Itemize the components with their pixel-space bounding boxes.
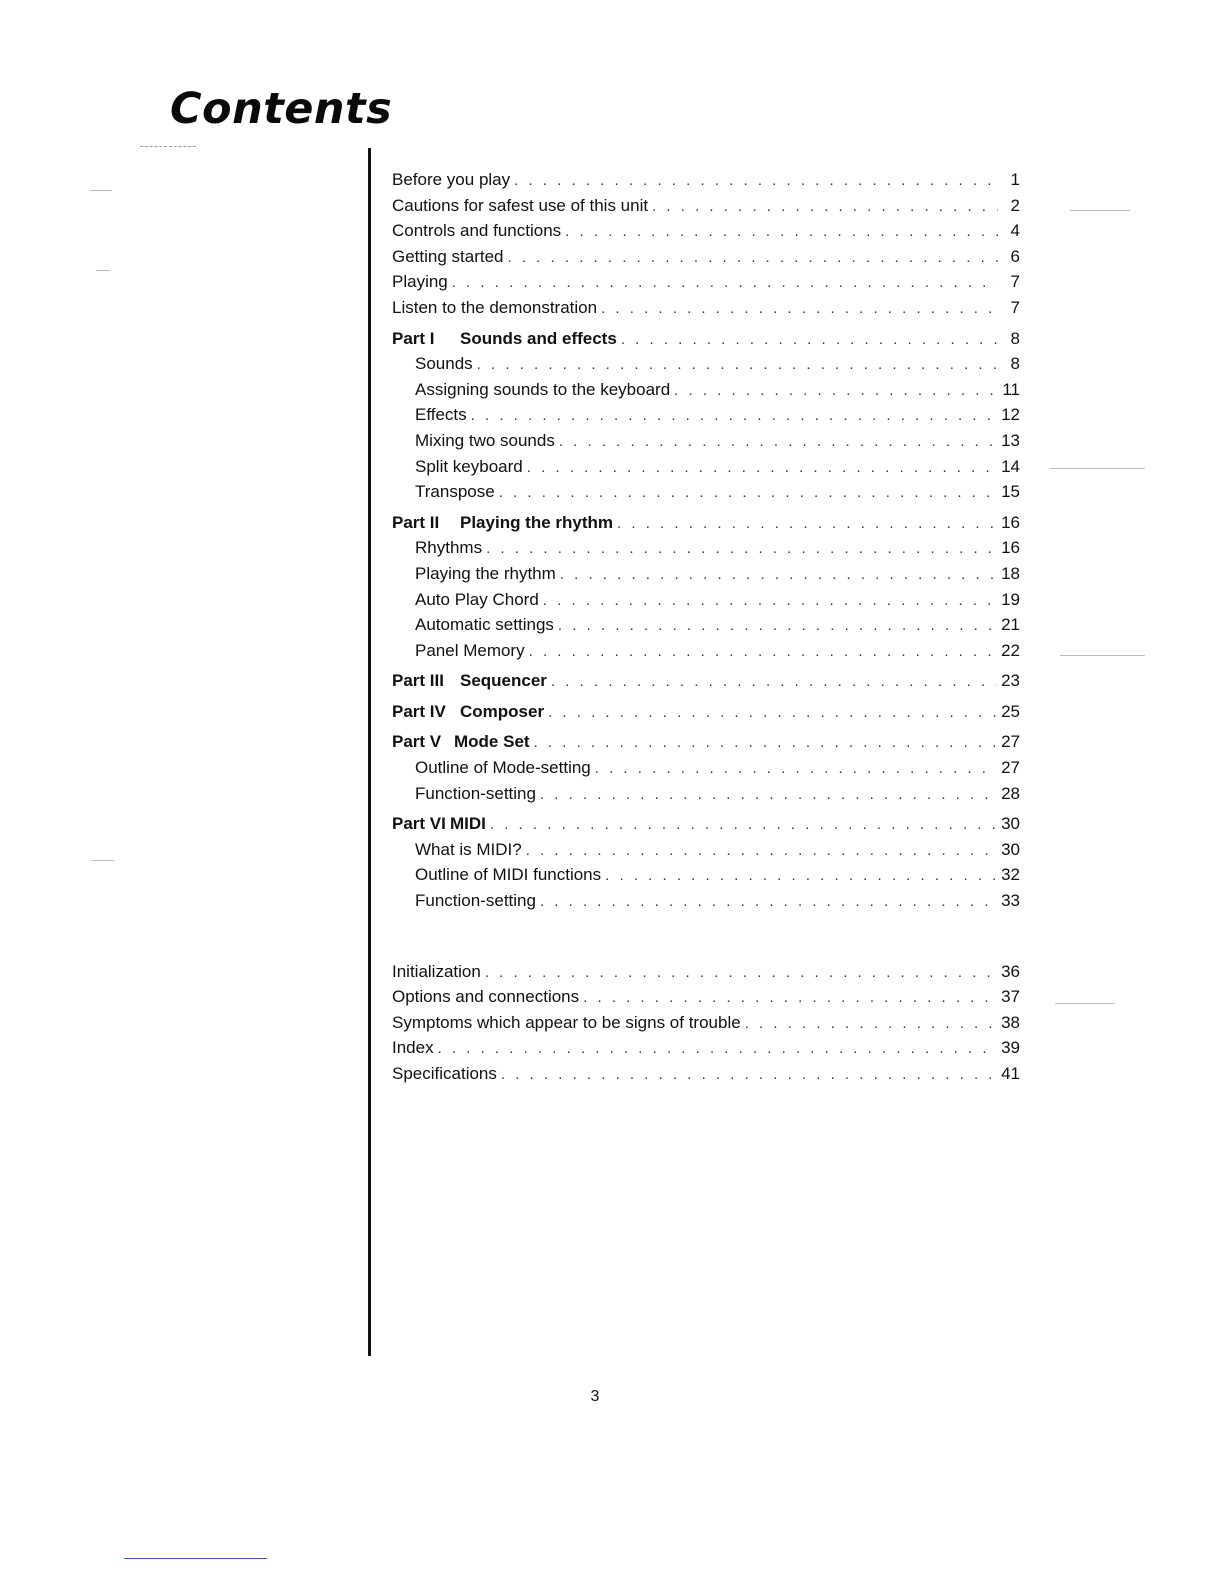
toc-entry-what-is-midi[interactable] bbox=[392, 840, 1020, 866]
toc-entry-outline-midi[interactable] bbox=[392, 865, 1020, 891]
toc-entry-label: Panel Memory bbox=[415, 640, 525, 660]
toc-entry-page: 4 bbox=[1010, 221, 1020, 241]
toc-entry-label: Auto Play Chord bbox=[415, 589, 539, 609]
toc-entry-label: Cautions for safest use of this unit bbox=[392, 195, 649, 215]
page-title: Contents bbox=[170, 84, 393, 134]
leader-dots bbox=[548, 704, 997, 721]
toc-entry-page: 41 bbox=[1001, 1064, 1020, 1083]
toc-entry-playing-rhythm[interactable] bbox=[392, 564, 1020, 590]
part-number: Part VI bbox=[392, 814, 446, 834]
toc-entry-label: Listen to the demonstration bbox=[392, 297, 598, 317]
part-number: Part IV bbox=[392, 701, 446, 721]
leader-dots bbox=[477, 356, 998, 373]
toc-entry-page: 16 bbox=[1001, 512, 1020, 532]
toc-entry-label: Function-setting bbox=[415, 891, 536, 911]
toc-entry-page: 37 bbox=[1001, 987, 1020, 1007]
toc-entry-page: 8 bbox=[1010, 354, 1020, 374]
toc-entry-before-you-play[interactable] bbox=[392, 170, 1020, 196]
leader-dots bbox=[514, 172, 998, 189]
toc-entry-assigning-sounds[interactable] bbox=[392, 380, 1020, 406]
toc-entry-label: Automatic settings bbox=[415, 615, 554, 635]
toc-part-4[interactable] bbox=[392, 702, 1020, 728]
toc-entry-function-setting[interactable] bbox=[392, 784, 1020, 810]
toc-entry-label: Options and connections bbox=[392, 987, 580, 1007]
toc-entry-page: 38 bbox=[1001, 1012, 1020, 1032]
leader-dots bbox=[605, 867, 997, 884]
toc-entry-label: Specifications bbox=[392, 1064, 497, 1083]
toc-entry-cautions[interactable] bbox=[392, 196, 1020, 222]
toc-entry-page: 25 bbox=[1001, 701, 1020, 721]
toc-entry-page: 19 bbox=[1001, 589, 1020, 609]
leader-dots bbox=[621, 331, 998, 348]
toc-entry-controls[interactable] bbox=[392, 221, 1020, 247]
toc-entry-label: Controls and functions bbox=[392, 221, 562, 241]
leader-dots bbox=[583, 989, 997, 1006]
page-number: 3 bbox=[590, 1388, 600, 1405]
part-number: Part II bbox=[392, 512, 440, 532]
part-title: Sequencer bbox=[460, 671, 547, 691]
leader-dots bbox=[501, 1066, 997, 1083]
toc-entry-label: Index bbox=[392, 1038, 434, 1058]
toc-entry-page: 21 bbox=[1001, 615, 1020, 635]
leader-dots bbox=[471, 407, 997, 424]
toc-entry-page: 2 bbox=[1010, 195, 1020, 215]
leader-dots bbox=[558, 617, 997, 634]
table-of-contents bbox=[392, 170, 1020, 1090]
toc-entry-page: 28 bbox=[1001, 783, 1020, 803]
toc-entry-page: 13 bbox=[1001, 430, 1020, 450]
toc-entry-page: 15 bbox=[1001, 482, 1020, 502]
toc-part-5[interactable] bbox=[392, 732, 1020, 758]
toc-entry-transpose[interactable] bbox=[392, 482, 1020, 508]
leader-dots bbox=[560, 566, 997, 583]
toc-entry-page: 18 bbox=[1001, 563, 1020, 583]
leader-dots bbox=[543, 592, 997, 609]
part-number: Part I bbox=[392, 328, 435, 348]
part-title: Playing the rhythm bbox=[460, 512, 614, 532]
toc-entry-page: 1 bbox=[1010, 170, 1020, 189]
toc-entry-index[interactable] bbox=[392, 1038, 1020, 1064]
toc-entry-label: Outline of Mode-setting bbox=[415, 758, 591, 778]
toc-entry-page: 12 bbox=[1001, 405, 1020, 425]
toc-entry-auto-play-chord[interactable] bbox=[392, 590, 1020, 616]
leader-dots bbox=[452, 274, 998, 291]
toc-entry-effects[interactable] bbox=[392, 405, 1020, 431]
scan-speck bbox=[92, 860, 114, 861]
toc-entry-page: 39 bbox=[1001, 1038, 1020, 1058]
toc-entry-sounds[interactable] bbox=[392, 354, 1020, 380]
toc-entry-playing[interactable] bbox=[392, 272, 1020, 298]
toc-entry-page: 7 bbox=[1010, 297, 1020, 317]
vertical-rule bbox=[368, 148, 371, 1356]
toc-entry-page: 16 bbox=[1001, 538, 1020, 558]
part-title: Sounds and effects bbox=[460, 328, 617, 348]
leader-dots bbox=[551, 673, 997, 690]
toc-entry-label: Effects bbox=[415, 405, 467, 425]
part-title: MIDI bbox=[450, 814, 486, 834]
title-underline bbox=[140, 146, 196, 147]
leader-dots bbox=[499, 484, 997, 501]
toc-part-2[interactable] bbox=[392, 513, 1020, 539]
toc-entry-label: Rhythms bbox=[415, 538, 483, 558]
toc-entry-label: Getting started bbox=[392, 246, 504, 266]
leader-dots bbox=[565, 223, 998, 240]
leader-dots bbox=[527, 459, 997, 476]
toc-entry-mixing[interactable] bbox=[392, 431, 1020, 457]
toc-entry-label: Assigning sounds to the keyboard bbox=[415, 379, 671, 399]
toc-entry-page: 8 bbox=[1010, 328, 1020, 348]
scan-edge-line bbox=[124, 1558, 267, 1559]
toc-entry-label: Playing the rhythm bbox=[415, 563, 556, 583]
leader-dots bbox=[540, 893, 997, 910]
toc-entry-label: What is MIDI? bbox=[415, 839, 522, 859]
scan-speck bbox=[1055, 1003, 1115, 1004]
toc-entry-page: 7 bbox=[1010, 272, 1020, 292]
toc-entry-label: Outline of MIDI functions bbox=[415, 865, 602, 885]
leader-dots bbox=[652, 198, 998, 215]
toc-entry-label: Symptoms which appear to be signs of trouble bbox=[392, 1012, 741, 1032]
toc-entry-page: 11 bbox=[1002, 379, 1020, 399]
toc-entry-page: 23 bbox=[1001, 671, 1020, 691]
toc-entry-label: Sounds bbox=[415, 354, 473, 374]
toc-entry-page: 22 bbox=[1001, 640, 1020, 660]
toc-entry-page: 6 bbox=[1010, 246, 1020, 266]
leader-dots bbox=[617, 515, 997, 532]
toc-entry-page: 27 bbox=[1001, 732, 1020, 752]
toc-entry-split-keyboard[interactable] bbox=[392, 457, 1020, 483]
leader-dots bbox=[485, 964, 997, 981]
part-title: Mode Set bbox=[454, 732, 530, 752]
leader-dots bbox=[534, 734, 998, 751]
leader-dots bbox=[486, 540, 997, 557]
toc-entry-initialization[interactable] bbox=[392, 962, 1020, 988]
toc-entry-options[interactable] bbox=[392, 987, 1020, 1013]
leader-dots bbox=[438, 1040, 997, 1057]
toc-entry-rhythms[interactable] bbox=[392, 538, 1020, 564]
toc-entry-page: 30 bbox=[1001, 814, 1020, 834]
toc-entry-specifications[interactable] bbox=[392, 1064, 1020, 1090]
toc-entry-outline-mode-setting[interactable] bbox=[392, 758, 1020, 784]
part-number: Part V bbox=[392, 732, 442, 752]
toc-entry-label: Initialization bbox=[392, 961, 481, 981]
toc-entry-label: Split keyboard bbox=[415, 456, 523, 476]
leader-dots bbox=[540, 786, 997, 803]
toc-entry-page: 33 bbox=[1001, 891, 1020, 911]
toc-entry-page: 14 bbox=[1001, 456, 1020, 476]
part-number: Part III bbox=[392, 671, 444, 691]
toc-entry-label: Playing bbox=[392, 272, 448, 292]
toc-entry-page: 36 bbox=[1001, 961, 1020, 981]
toc-entry-label: Transpose bbox=[415, 482, 495, 502]
leader-dots bbox=[490, 816, 997, 833]
toc-entry-demonstration[interactable] bbox=[392, 298, 1020, 324]
leader-dots bbox=[674, 382, 998, 399]
toc-entry-page: 30 bbox=[1001, 839, 1020, 859]
scan-speck bbox=[1060, 655, 1145, 656]
toc-entry-page: 32 bbox=[1001, 865, 1020, 885]
toc-part-6[interactable] bbox=[392, 814, 1020, 840]
toc-entry-label: Mixing two sounds bbox=[415, 430, 555, 450]
leader-dots bbox=[745, 1015, 997, 1032]
toc-entry-label: Function-setting bbox=[415, 783, 536, 803]
leader-dots bbox=[601, 300, 998, 317]
toc-entry-panel-memory[interactable] bbox=[392, 641, 1020, 667]
leader-dots bbox=[559, 433, 997, 450]
toc-part-1[interactable] bbox=[392, 329, 1020, 355]
scan-speck bbox=[1070, 210, 1130, 211]
toc-entry-symptoms[interactable] bbox=[392, 1013, 1020, 1039]
scan-speck bbox=[90, 190, 112, 191]
toc-entry-getting-started[interactable] bbox=[392, 247, 1020, 273]
leader-dots bbox=[508, 249, 998, 266]
toc-entry-midi-function-setting[interactable] bbox=[392, 891, 1020, 917]
leader-dots bbox=[529, 643, 997, 660]
scan-speck bbox=[1050, 468, 1145, 469]
part-title: Composer bbox=[460, 701, 545, 721]
toc-part-3[interactable] bbox=[392, 671, 1020, 697]
scan-speck bbox=[96, 270, 110, 271]
leader-dots bbox=[526, 842, 997, 859]
toc-entry-label: Before you play bbox=[392, 170, 511, 189]
leader-dots bbox=[595, 760, 997, 777]
toc-entry-page: 27 bbox=[1001, 758, 1020, 778]
toc-entry-automatic-settings[interactable] bbox=[392, 615, 1020, 641]
